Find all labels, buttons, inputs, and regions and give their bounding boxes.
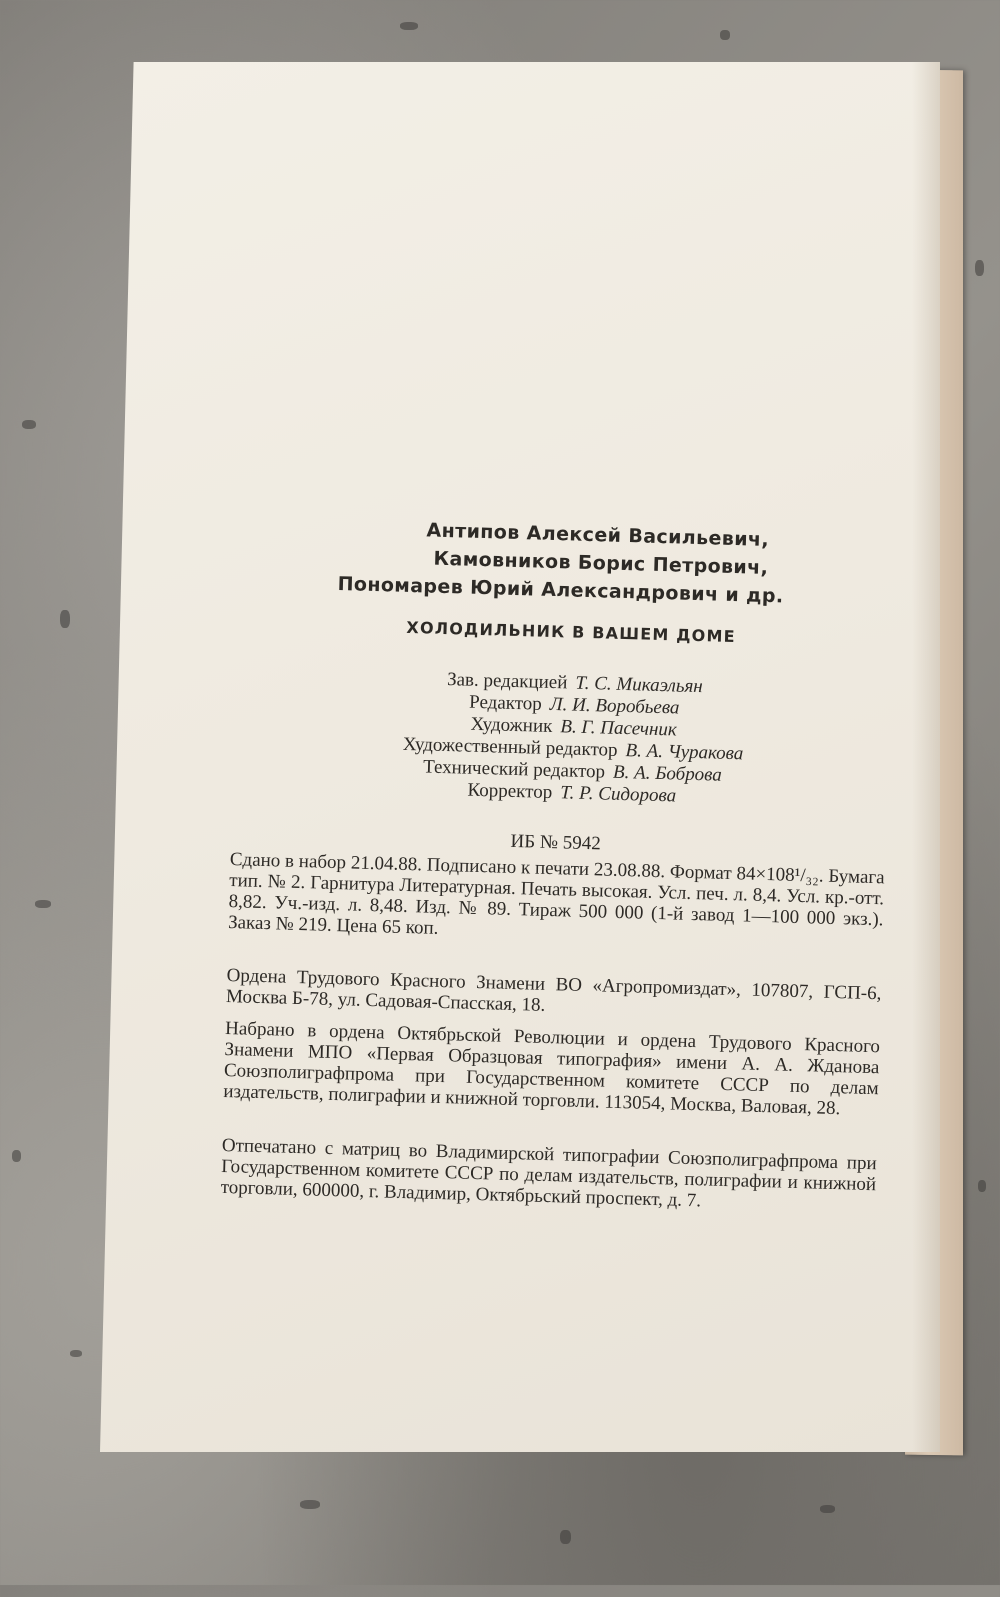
credit-role: Редактор — [468, 691, 543, 715]
author-name-text: Пономарев Юрий Александрович — [337, 572, 719, 606]
credit-person: В. А. Чуракова — [625, 740, 744, 765]
credit-role: Корректор — [467, 779, 553, 804]
credit-person: В. Г. Пасечник — [560, 716, 678, 741]
publisher-info: Ордена Трудового Красного Знамени ВО «Агропромиздат», 107807, ГСП-6, Москва Б-78, ул. Садовая-Спасская, 18. — [225, 965, 882, 1016]
credit-person: В. А. Боброва — [612, 761, 723, 786]
ib-number: ИБ № 5942 — [510, 830, 602, 855]
credit-person: Л. И. Воробьева — [549, 693, 680, 719]
printing-details: Сдано в набор 21.04.88. Подписано к печати 23.08.88. Формат 84×108¹/₃₂. Бумага тип. № 2. Гарнитура Литературная. Печать высокая. Усл. печ. л. 8,4. Усл. кр.-отт. 8,82. Уч.-изд. л. 8,48. Изд. № 89. Тираж 500 000 (1-й завод 1—100 000 экз.). Заказ № 219. Цена 65 коп. — [227, 849, 885, 939]
credits-block — [342, 666, 806, 811]
authors-block — [337, 514, 784, 610]
credit-role: Художественный редактор — [402, 733, 618, 761]
credit-person: Т. Р. Сидорова — [559, 782, 677, 807]
typeset-info: Набрано в ордена Октябрьской Революции и ордена Трудового Красного Знамени МПО «Первая Образцовая типография» имени А. А. Жданова Союзполиграфпрома при Государственном комитете СССР по делам издательств, полиграфии и книжной торговли. 113054, Москва, Валовая, 28. — [223, 1017, 881, 1120]
credit-role: Художник — [470, 713, 553, 738]
credit-role: Зав. редакцией — [446, 669, 568, 694]
credit-person: Т. С. Микаэльян — [575, 672, 704, 698]
author-name: Антипов Алексей Васильевич, — [426, 519, 770, 551]
author-name: Камовников Борис Петрович, — [433, 547, 769, 579]
book-title: ХОЛОДИЛЬНИК В ВАШЕМ ДОМЕ — [406, 617, 736, 647]
author-others: и др. — [725, 583, 784, 608]
printed-info: Отпечатано с матриц во Владимирской типографии Союзполиграфпрома при Государственном комитете СССР по делам издательств, полиграфии и книжной торговли, 600000, г. Владимир, Октябрьский проспект, д. 7. — [220, 1134, 877, 1212]
credit-role: Технический редактор — [422, 756, 606, 783]
